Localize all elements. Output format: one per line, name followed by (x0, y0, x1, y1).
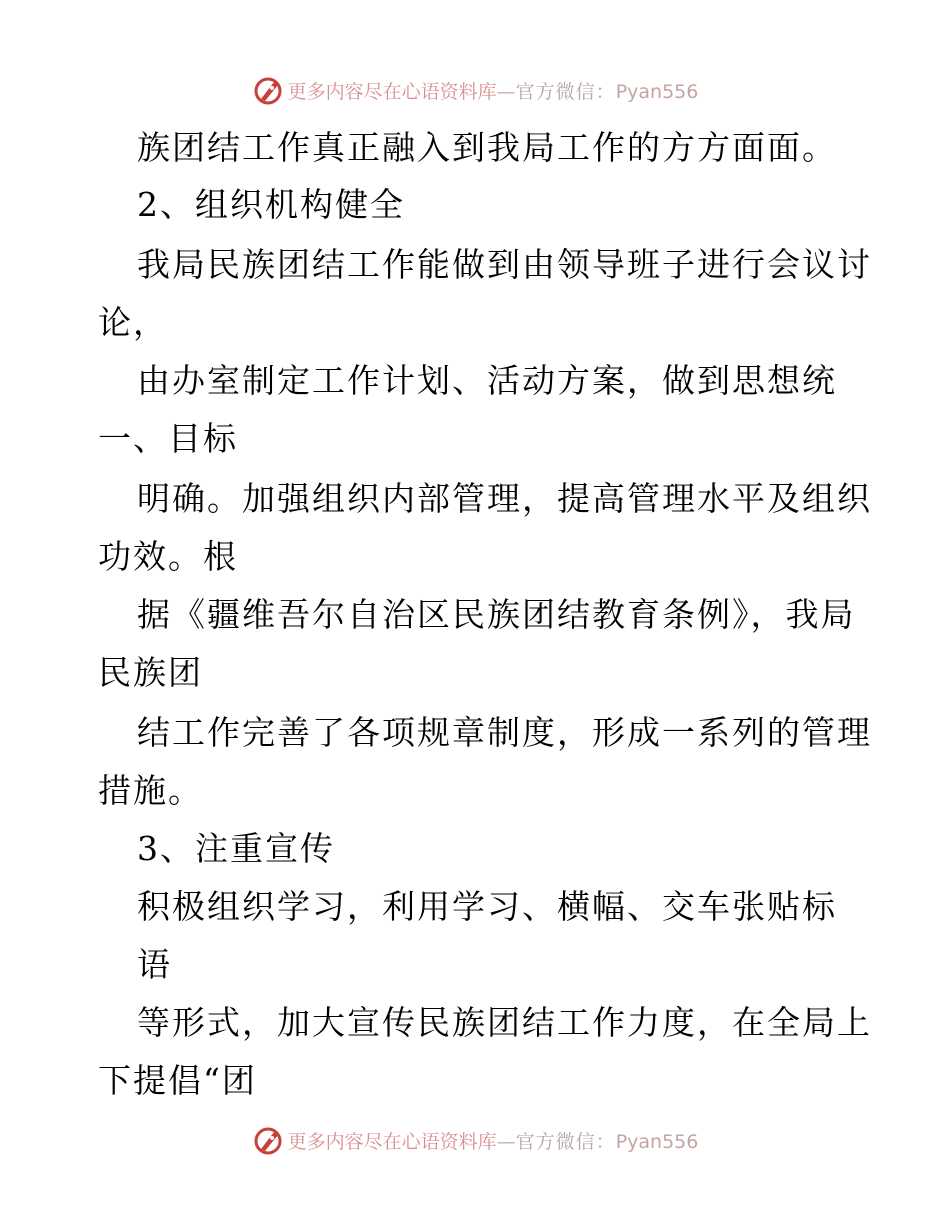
footer-watermark (0, 1120, 950, 1160)
body-line: 等形式，加大宣传民族团结工作力度，在全局上 (137, 1003, 872, 1042)
body-line: 措施。 (98, 771, 203, 810)
body-line: 据《疆维吾尔自治区民族团结教育条例》，我局 (137, 595, 856, 634)
body-line: 功效。根 (98, 537, 238, 576)
body-line: 族团结工作真正融入到我局工作的方方面面。 (137, 128, 837, 167)
body-line: 下提倡“团 (98, 1061, 257, 1100)
body-line: 我局民族团结工作能做到由领导班子进行会议讨 (137, 245, 872, 284)
pen-nib-seal-icon (252, 74, 284, 106)
body-line: 结工作完善了各项规章制度，形成一系列的管理 (137, 713, 872, 752)
pen-nib-seal-icon (252, 1124, 284, 1156)
section-heading: 2、组织机构健全 (137, 185, 405, 224)
watermark-text: 更多内容尽在心语资料库—官方微信：Pyan556 (287, 80, 699, 103)
section-heading: 3、注重宣传 (137, 829, 335, 868)
body-line: 积极组织学习，利用学习、横幅、交车张贴标 (137, 887, 837, 926)
body-line: 一、目标 (98, 419, 238, 458)
body-line: 明确。加强组织内部管理，提高管理水平及组织 (137, 479, 872, 518)
body-line: 语 (137, 945, 172, 984)
watermark-text: 更多内容尽在心语资料库—官方微信：Pyan556 (287, 1130, 699, 1153)
body-line: 民族团 (98, 653, 203, 692)
body-line: 由办室制定工作计划、活动方案，做到思想统 (137, 361, 837, 400)
body-line: 论， (98, 303, 168, 342)
header-watermark (0, 70, 950, 110)
